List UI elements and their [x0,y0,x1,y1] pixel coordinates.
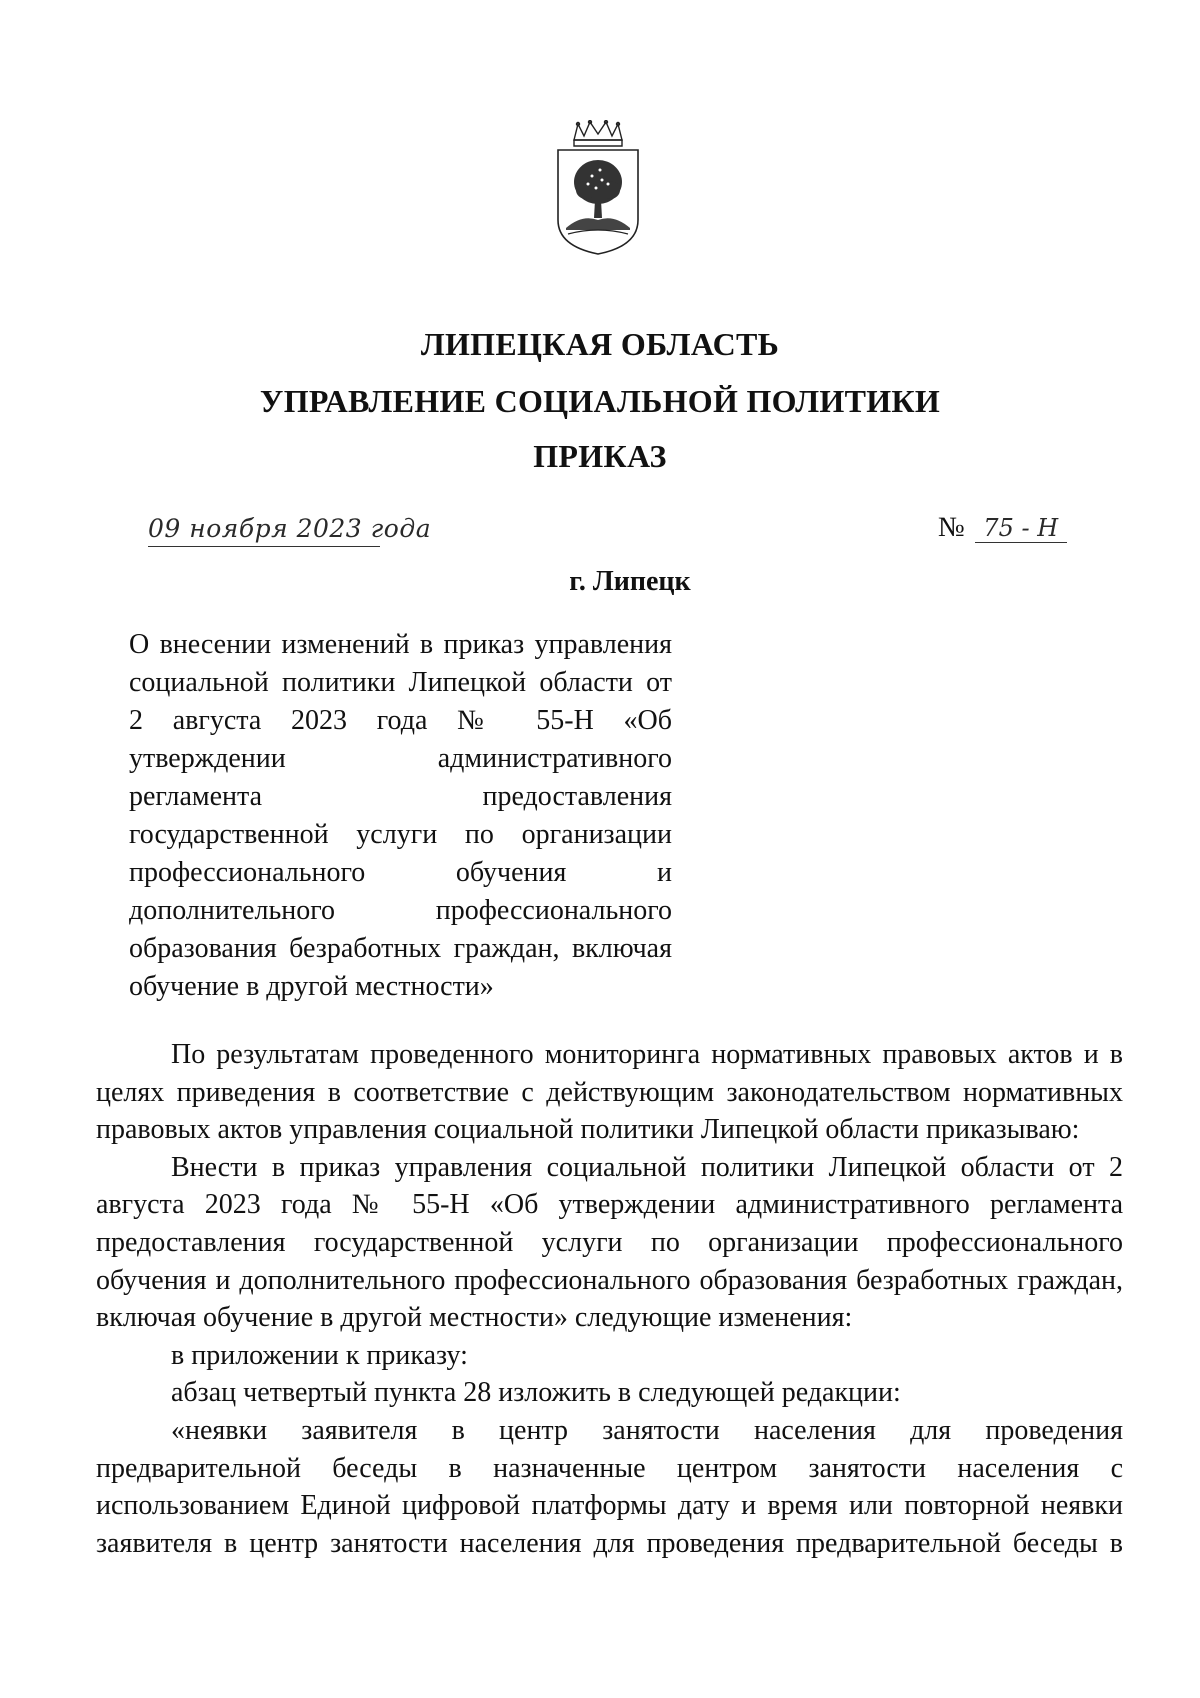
subject-line: 2 августа 2023 года № 55-Н «Об [129,705,672,736]
body-paragraph-preamble: По результатам проведенного мониторинга нормативных правовых актов и в целях приведения в соответствие с действующим законодательством нормативных правовых актов управления социальной политики Липецкой области приказываю: [96,1039,1123,1146]
city: г. Липецк [569,566,691,597]
body-paragraph-appendix: в приложении к приказу: [171,1339,468,1371]
subject-line: государственной услуги по организации [129,819,672,850]
number-sign: № [938,512,965,543]
body-paragraph-directive: Внести в приказ управления социальной политики Липецкой области от 2 августа 2023 года № 55-Н «Об утверждении административного регламента предоставления государственной услуги по организации профессионального обучения и дополнительного профессионального образования безработных граждан, включая обучение в другой местности» следующие изменения: [96,1151,1123,1334]
subject-line: профессионального обучения и [129,857,672,888]
subject-line: социальной политики Липецкой области от [129,667,672,698]
subject-line: О внесении изменений в приказ управления [129,629,672,660]
subject-line: дополнительного профессионального [129,895,672,926]
subject-line: утверждении административного [129,743,672,774]
handwritten-date: 09 ноября 2023 года [148,514,432,543]
handwritten-number: 75 - Н [975,514,1067,543]
coat-of-arms-emblem [552,120,644,258]
order-number [938,512,1067,544]
order-subject [129,626,672,1006]
date-underline [148,546,380,547]
subject-line: обучение в другой местности» [129,971,494,1002]
body-paragraph-new-wording: «неявки заявителя в центр занятости населения для проведения предварительной беседы в назначенные центром занятости населения с использованием Единой цифровой платформы дату и время или повторной неявки заявителя в центр занятости населения для проведения предварительной беседы в [96,1414,1123,1559]
order-body [96,1036,1123,1562]
body-paragraph-clause: абзац четвертый пункта 28 изложить в следующей редакции: [171,1377,901,1409]
region-title: ЛИПЕЦКАЯ ОБЛАСТЬ [420,326,780,362]
subject-line: образования безработных граждан, включая [129,933,672,964]
subject-line: регламента предоставления [129,781,672,812]
department-title: УПРАВЛЕНИЕ СОЦИАЛЬНОЙ ПОЛИТИКИ [259,383,941,419]
document-type: ПРИКАЗ [533,438,667,474]
